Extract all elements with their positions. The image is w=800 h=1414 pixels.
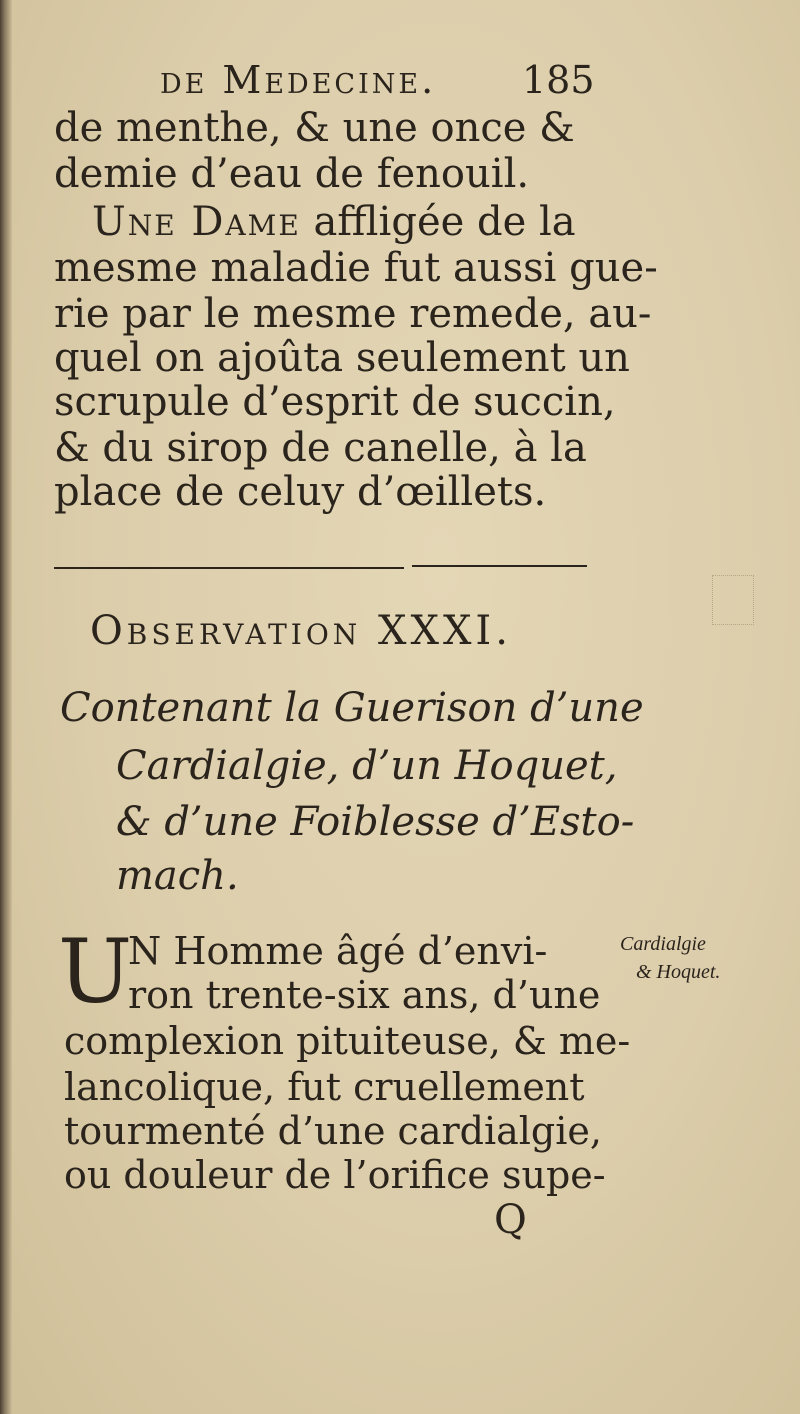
subtitle-line: mach. xyxy=(116,853,239,899)
observation-title: Observation XXXI. xyxy=(90,608,512,654)
body-line: complexion pituiteuse, & me- xyxy=(64,1019,631,1063)
page-spine-edge xyxy=(0,0,12,1414)
text-line: place de celuy d’œillets. xyxy=(54,469,547,515)
body-line: ron trente-six ans, d’une xyxy=(128,973,601,1017)
text-line: quel on ajoûta seulement un xyxy=(54,335,630,381)
paragraph-opening-line xyxy=(92,199,576,245)
section-rule-left xyxy=(54,567,404,569)
subtitle-line: & d’une Foiblesse d’Esto- xyxy=(116,799,635,845)
running-head: de Medecine. xyxy=(160,58,437,102)
section-rule-right xyxy=(412,565,587,567)
text-line: scrupule d’esprit de succin, xyxy=(54,379,616,425)
drop-cap: U xyxy=(58,920,133,1023)
text-line: & du sirop de canelle, à la xyxy=(54,425,587,471)
catchword: Q xyxy=(494,1197,527,1243)
paragraph-lead: Une Dame xyxy=(92,199,301,245)
body-line: ou douleur de l’orifice supe- xyxy=(64,1153,606,1197)
text-line: demie d’eau de fenouil. xyxy=(54,151,530,197)
text-line: de menthe, & une once & xyxy=(54,105,575,151)
subtitle-line: Cardialgie, d’un Hoquet, xyxy=(116,743,618,789)
margin-note-line: & Hoquet. xyxy=(636,961,721,983)
text-line: mesme maladie fut aussi gue- xyxy=(54,245,658,291)
body-line: lancolique, fut cruellement xyxy=(64,1065,585,1109)
paragraph-lead-rest: affligée de la xyxy=(300,199,576,245)
paper-stain xyxy=(712,575,754,625)
subtitle-line: Contenant la Guerison d’une xyxy=(60,685,644,731)
text-line: rie par le mesme remede, au- xyxy=(54,291,652,337)
body-line: N Homme âgé d’envi- xyxy=(128,929,548,973)
margin-note-line: Cardialgie xyxy=(620,933,706,955)
body-line: tourmenté d’une cardialgie, xyxy=(64,1109,602,1153)
page-number: 185 xyxy=(522,58,595,102)
